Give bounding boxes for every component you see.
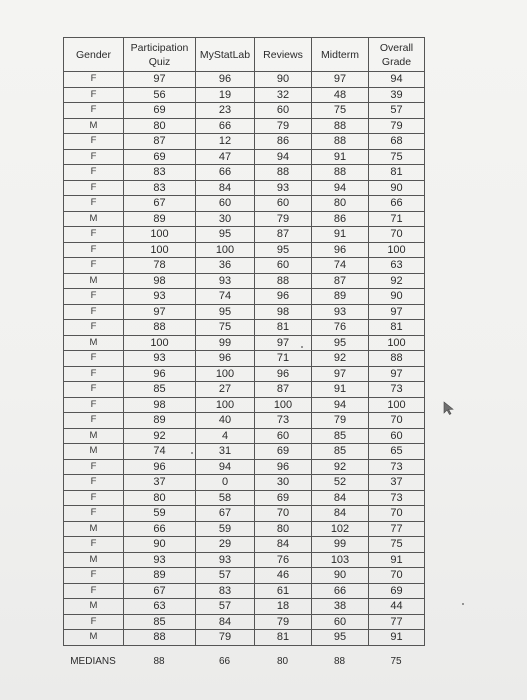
cell-participation-quiz: 78 [124, 258, 196, 274]
cell-mystatlab: 36 [196, 258, 255, 274]
mouse-cursor-icon [443, 401, 455, 415]
table-row [64, 413, 425, 429]
cell-mystatlab: 29 [196, 537, 255, 553]
cell-overall-grade: 81 [369, 165, 425, 181]
cell-gender: M [64, 273, 124, 289]
cell-participation-quiz: 100 [124, 242, 196, 258]
cell-participation-quiz: 98 [124, 397, 196, 413]
cell-midterm: 95 [312, 335, 369, 351]
cell-midterm: 87 [312, 273, 369, 289]
cell-midterm: 79 [312, 413, 369, 429]
cell-mystatlab: 40 [196, 413, 255, 429]
cell-overall-grade: 90 [369, 180, 425, 196]
cell-reviews: 84 [255, 537, 312, 553]
cell-gender: F [64, 149, 124, 165]
cell-participation-quiz: 100 [124, 227, 196, 243]
cell-gender: F [64, 382, 124, 398]
cell-participation-quiz: 83 [124, 165, 196, 181]
cell-participation-quiz: 56 [124, 87, 196, 103]
cell-reviews: 30 [255, 475, 312, 491]
median-overall-grade: 75 [390, 656, 402, 667]
table-row [64, 444, 425, 460]
table-row [64, 459, 425, 475]
cell-reviews: 87 [255, 227, 312, 243]
cell-midterm: 38 [312, 599, 369, 615]
cell-reviews: 61 [255, 583, 312, 599]
cell-midterm: 91 [312, 149, 369, 165]
column-header-gender [64, 38, 124, 72]
cell-midterm: 84 [312, 506, 369, 522]
cell-participation-quiz: 93 [124, 289, 196, 305]
table-row [64, 118, 425, 134]
cell-overall-grade: 37 [369, 475, 425, 491]
cell-midterm: 89 [312, 289, 369, 305]
cell-reviews: 60 [255, 258, 312, 274]
cell-participation-quiz: 89 [124, 568, 196, 584]
cell-gender: M [64, 630, 124, 646]
cell-reviews: 32 [255, 87, 312, 103]
cell-gender: F [64, 72, 124, 88]
cell-gender: F [64, 614, 124, 630]
cell-midterm: 90 [312, 568, 369, 584]
cell-overall-grade: 70 [369, 227, 425, 243]
cell-mystatlab: 47 [196, 149, 255, 165]
cell-participation-quiz: 80 [124, 490, 196, 506]
median-midterm: 88 [333, 656, 346, 667]
median-mystatlab: 66 [218, 656, 231, 667]
cell-midterm: 66 [312, 583, 369, 599]
table-row [64, 506, 425, 522]
cell-midterm: 92 [312, 351, 369, 367]
cell-overall-grade: 75 [369, 149, 425, 165]
cell-reviews: 60 [255, 428, 312, 444]
cell-midterm: 99 [312, 537, 369, 553]
cell-reviews: 76 [255, 552, 312, 568]
cell-gender: M [64, 444, 124, 460]
cell-participation-quiz: 89 [124, 211, 196, 227]
header-row [64, 38, 425, 72]
cell-gender: F [64, 366, 124, 382]
cell-midterm: 102 [312, 521, 369, 537]
cell-gender: F [64, 227, 124, 243]
cell-midterm: 84 [312, 490, 369, 506]
cell-midterm: 88 [312, 165, 369, 181]
cell-reviews: 87 [255, 382, 312, 398]
table-row [64, 475, 425, 491]
cell-mystatlab: 27 [196, 382, 255, 398]
cell-reviews: 79 [255, 614, 312, 630]
pen-speck [191, 452, 193, 454]
cell-participation-quiz: 100 [124, 335, 196, 351]
cell-gender: F [64, 397, 124, 413]
cell-midterm: 52 [312, 475, 369, 491]
column-header-line: Reviews [263, 48, 303, 61]
cell-gender: F [64, 180, 124, 196]
column-header-line: Overall [379, 41, 414, 54]
cell-participation-quiz: 93 [124, 552, 196, 568]
cell-midterm: 103 [312, 552, 369, 568]
cell-overall-grade: 69 [369, 583, 425, 599]
cell-reviews: 46 [255, 568, 312, 584]
cell-gender: M [64, 118, 124, 134]
table-row [64, 180, 425, 196]
table-row [64, 521, 425, 537]
cell-overall-grade: 97 [369, 366, 425, 382]
cell-midterm: 97 [312, 72, 369, 88]
cell-mystatlab: 100 [196, 242, 255, 258]
cell-overall-grade: 77 [369, 521, 425, 537]
cell-overall-grade: 66 [369, 196, 425, 212]
table-row [64, 87, 425, 103]
cell-midterm: 48 [312, 87, 369, 103]
cell-reviews: 79 [255, 211, 312, 227]
cell-participation-quiz: 97 [124, 304, 196, 320]
cell-gender: F [64, 568, 124, 584]
cell-overall-grade: 44 [369, 599, 425, 615]
cell-overall-grade: 68 [369, 134, 425, 150]
cell-participation-quiz: 88 [124, 320, 196, 336]
column-header-midterm [312, 38, 369, 72]
cell-participation-quiz: 87 [124, 134, 196, 150]
cell-reviews: 81 [255, 320, 312, 336]
cell-mystatlab: 75 [196, 320, 255, 336]
column-header-participation-quiz [124, 38, 196, 72]
column-header-line: Participation [130, 41, 189, 54]
cell-mystatlab: 94 [196, 459, 255, 475]
cell-mystatlab: 67 [196, 506, 255, 522]
cell-mystatlab: 74 [196, 289, 255, 305]
cell-mystatlab: 57 [196, 568, 255, 584]
table-row [64, 149, 425, 165]
cell-gender: M [64, 335, 124, 351]
cell-overall-grade: 81 [369, 320, 425, 336]
cell-participation-quiz: 88 [124, 630, 196, 646]
cell-gender: M [64, 521, 124, 537]
table-body [64, 72, 425, 646]
cell-gender: F [64, 103, 124, 119]
cell-overall-grade: 79 [369, 118, 425, 134]
cell-mystatlab: 0 [196, 475, 255, 491]
cell-mystatlab: 66 [196, 165, 255, 181]
cell-overall-grade: 73 [369, 490, 425, 506]
cell-midterm: 93 [312, 304, 369, 320]
cell-reviews: 96 [255, 289, 312, 305]
cell-reviews: 96 [255, 459, 312, 475]
table-row [64, 490, 425, 506]
cell-overall-grade: 73 [369, 382, 425, 398]
column-header-line: Grade [381, 55, 412, 68]
cell-participation-quiz: 67 [124, 583, 196, 599]
cell-mystatlab: 79 [196, 630, 255, 646]
cell-mystatlab: 95 [196, 227, 255, 243]
table-row [64, 614, 425, 630]
cell-participation-quiz: 98 [124, 273, 196, 289]
table-row [64, 351, 425, 367]
cell-gender: F [64, 537, 124, 553]
cell-reviews: 80 [255, 521, 312, 537]
cell-gender: M [64, 599, 124, 615]
cell-participation-quiz: 80 [124, 118, 196, 134]
cell-reviews: 69 [255, 444, 312, 460]
cell-participation-quiz: 96 [124, 366, 196, 382]
cell-reviews: 96 [255, 366, 312, 382]
cell-mystatlab: 4 [196, 428, 255, 444]
cell-mystatlab: 84 [196, 614, 255, 630]
cell-reviews: 79 [255, 118, 312, 134]
cell-overall-grade: 92 [369, 273, 425, 289]
cell-midterm: 75 [312, 103, 369, 119]
cell-mystatlab: 12 [196, 134, 255, 150]
cell-gender: F [64, 490, 124, 506]
cell-overall-grade: 73 [369, 459, 425, 475]
cell-gender: F [64, 413, 124, 429]
cell-overall-grade: 90 [369, 289, 425, 305]
column-header-line: Gender [75, 48, 112, 61]
cell-mystatlab: 58 [196, 490, 255, 506]
column-header-mystatlab [196, 38, 255, 72]
cell-gender: F [64, 320, 124, 336]
table-row [64, 552, 425, 568]
grades-table [63, 37, 425, 646]
cell-midterm: 91 [312, 227, 369, 243]
cell-gender: F [64, 165, 124, 181]
cell-reviews: 86 [255, 134, 312, 150]
cell-midterm: 85 [312, 428, 369, 444]
cell-mystatlab: 100 [196, 397, 255, 413]
cell-participation-quiz: 59 [124, 506, 196, 522]
cell-mystatlab: 83 [196, 583, 255, 599]
cell-participation-quiz: 97 [124, 72, 196, 88]
table-row [64, 103, 425, 119]
cell-mystatlab: 95 [196, 304, 255, 320]
cell-overall-grade: 97 [369, 304, 425, 320]
cell-reviews: 18 [255, 599, 312, 615]
cell-gender: M [64, 428, 124, 444]
table-row [64, 599, 425, 615]
cell-participation-quiz: 93 [124, 351, 196, 367]
table-row [64, 537, 425, 553]
table-row [64, 583, 425, 599]
cell-overall-grade: 75 [369, 537, 425, 553]
cell-midterm: 92 [312, 459, 369, 475]
cell-overall-grade: 100 [369, 397, 425, 413]
cell-reviews: 88 [255, 273, 312, 289]
cell-reviews: 97 [255, 335, 312, 351]
cell-participation-quiz: 89 [124, 413, 196, 429]
cell-gender: M [64, 552, 124, 568]
cell-mystatlab: 93 [196, 552, 255, 568]
column-header-line: Midterm [321, 48, 359, 61]
median-participation-quiz: 88 [153, 656, 165, 667]
cell-overall-grade: 63 [369, 258, 425, 274]
cell-reviews: 71 [255, 351, 312, 367]
cell-overall-grade: 91 [369, 630, 425, 646]
cell-participation-quiz: 37 [124, 475, 196, 491]
pen-speck [301, 346, 303, 348]
cell-midterm: 76 [312, 320, 369, 336]
table-row [64, 630, 425, 646]
cell-overall-grade: 60 [369, 428, 425, 444]
table-row [64, 382, 425, 398]
cell-mystatlab: 57 [196, 599, 255, 615]
column-header-overall-grade [369, 38, 425, 72]
table-row [64, 273, 425, 289]
cell-overall-grade: 70 [369, 506, 425, 522]
table-row [64, 242, 425, 258]
cell-gender: F [64, 258, 124, 274]
cell-overall-grade: 65 [369, 444, 425, 460]
cell-overall-grade: 57 [369, 103, 425, 119]
cell-mystatlab: 23 [196, 103, 255, 119]
cell-gender: F [64, 475, 124, 491]
cell-mystatlab: 30 [196, 211, 255, 227]
column-header-reviews [255, 38, 312, 72]
cell-midterm: 85 [312, 444, 369, 460]
cell-midterm: 91 [312, 382, 369, 398]
cell-participation-quiz: 67 [124, 196, 196, 212]
cell-participation-quiz: 85 [124, 614, 196, 630]
table-row [64, 397, 425, 413]
table-row [64, 134, 425, 150]
cell-reviews: 70 [255, 506, 312, 522]
cell-mystatlab: 59 [196, 521, 255, 537]
table-row [64, 289, 425, 305]
cell-overall-grade: 71 [369, 211, 425, 227]
cell-midterm: 95 [312, 630, 369, 646]
cell-participation-quiz: 92 [124, 428, 196, 444]
cell-gender: F [64, 289, 124, 305]
cell-gender: F [64, 134, 124, 150]
cell-overall-grade: 94 [369, 72, 425, 88]
cell-overall-grade: 70 [369, 413, 425, 429]
cell-overall-grade: 39 [369, 87, 425, 103]
cell-mystatlab: 31 [196, 444, 255, 460]
cell-mystatlab: 96 [196, 72, 255, 88]
cell-mystatlab: 60 [196, 196, 255, 212]
cell-reviews: 73 [255, 413, 312, 429]
table-row [64, 211, 425, 227]
cell-participation-quiz: 69 [124, 149, 196, 165]
cell-participation-quiz: 74 [124, 444, 196, 460]
cell-midterm: 94 [312, 180, 369, 196]
cell-overall-grade: 88 [369, 351, 425, 367]
cell-midterm: 80 [312, 196, 369, 212]
table-row [64, 568, 425, 584]
table-row [64, 165, 425, 181]
cell-midterm: 86 [312, 211, 369, 227]
column-header-line: MyStatLab [199, 48, 251, 61]
cell-reviews: 98 [255, 304, 312, 320]
table-row [64, 428, 425, 444]
cell-mystatlab: 100 [196, 366, 255, 382]
cell-participation-quiz: 83 [124, 180, 196, 196]
column-header-line: Quiz [148, 55, 171, 68]
table-row [64, 304, 425, 320]
cell-gender: F [64, 506, 124, 522]
cell-midterm: 60 [312, 614, 369, 630]
cell-reviews: 88 [255, 165, 312, 181]
cell-gender: F [64, 242, 124, 258]
cell-reviews: 95 [255, 242, 312, 258]
cell-gender: F [64, 196, 124, 212]
cell-gender: M [64, 211, 124, 227]
table-row [64, 335, 425, 351]
cell-mystatlab: 99 [196, 335, 255, 351]
cell-reviews: 69 [255, 490, 312, 506]
cell-mystatlab: 84 [196, 180, 255, 196]
cell-reviews: 60 [255, 196, 312, 212]
table-row [64, 72, 425, 88]
cell-gender: F [64, 304, 124, 320]
cell-reviews: 100 [255, 397, 312, 413]
cell-participation-quiz: 66 [124, 521, 196, 537]
cell-gender: F [64, 583, 124, 599]
table-row [64, 320, 425, 336]
cell-overall-grade: 77 [369, 614, 425, 630]
cell-gender: F [64, 87, 124, 103]
cell-midterm: 88 [312, 134, 369, 150]
median-reviews: 80 [276, 656, 289, 667]
cell-midterm: 88 [312, 118, 369, 134]
cell-midterm: 74 [312, 258, 369, 274]
cell-participation-quiz: 63 [124, 599, 196, 615]
medians-label: MEDIANS [70, 656, 116, 667]
table-row [64, 196, 425, 212]
cell-reviews: 94 [255, 149, 312, 165]
cell-overall-grade: 100 [369, 335, 425, 351]
cell-midterm: 96 [312, 242, 369, 258]
cell-participation-quiz: 96 [124, 459, 196, 475]
table-row [64, 258, 425, 274]
pen-speck [462, 603, 464, 605]
cell-mystatlab: 93 [196, 273, 255, 289]
cell-reviews: 93 [255, 180, 312, 196]
cell-participation-quiz: 69 [124, 103, 196, 119]
cell-midterm: 94 [312, 397, 369, 413]
cell-midterm: 97 [312, 366, 369, 382]
cell-participation-quiz: 90 [124, 537, 196, 553]
cell-gender: F [64, 459, 124, 475]
cell-overall-grade: 91 [369, 552, 425, 568]
table-row [64, 366, 425, 382]
table-row [64, 227, 425, 243]
cell-reviews: 60 [255, 103, 312, 119]
cell-mystatlab: 19 [196, 87, 255, 103]
cell-participation-quiz: 85 [124, 382, 196, 398]
cell-overall-grade: 100 [369, 242, 425, 258]
cell-mystatlab: 96 [196, 351, 255, 367]
cell-reviews: 81 [255, 630, 312, 646]
cell-gender: F [64, 351, 124, 367]
cell-overall-grade: 70 [369, 568, 425, 584]
cell-reviews: 90 [255, 72, 312, 88]
cell-mystatlab: 66 [196, 118, 255, 134]
